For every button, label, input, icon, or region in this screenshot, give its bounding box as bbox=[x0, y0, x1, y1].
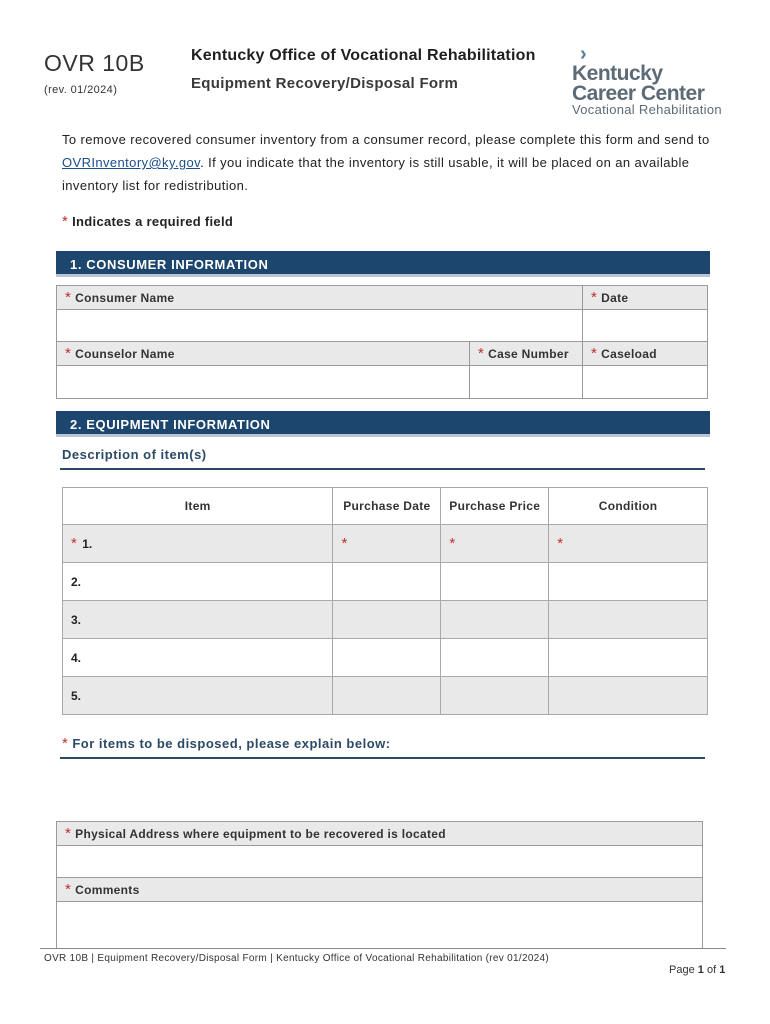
page-current: 1 bbox=[697, 964, 704, 976]
item-cell[interactable] bbox=[63, 563, 333, 601]
column-header-purchase-price: Purchase Price bbox=[441, 488, 549, 525]
required-asterisk: * bbox=[591, 289, 598, 306]
row-number: 2. bbox=[71, 574, 82, 589]
table-row bbox=[63, 563, 708, 601]
inventory-email-link[interactable]: OVRInventory@ky.gov bbox=[62, 155, 201, 170]
condition-cell[interactable] bbox=[549, 601, 708, 639]
item-cell[interactable] bbox=[63, 639, 333, 677]
comments-field[interactable] bbox=[57, 902, 702, 948]
physical-address-field[interactable] bbox=[57, 846, 702, 878]
comments-label bbox=[57, 878, 702, 902]
logo-line-3: Vocational Rehabilitation bbox=[572, 102, 722, 117]
condition-cell[interactable] bbox=[549, 677, 708, 715]
row-number: 1. bbox=[82, 537, 93, 551]
physical-address-label-text: Physical Address where equipment to be recovered is located bbox=[75, 827, 446, 841]
purchase-date-cell[interactable] bbox=[333, 639, 441, 677]
required-asterisk: * bbox=[557, 535, 564, 552]
condition-cell[interactable] bbox=[549, 639, 708, 677]
revision-date: (rev. 01/2024) bbox=[44, 84, 118, 96]
required-asterisk: * bbox=[65, 345, 72, 362]
purchase-date-cell[interactable] bbox=[333, 601, 441, 639]
case-number-label-text: Case Number bbox=[488, 347, 569, 361]
required-field-note bbox=[62, 213, 233, 230]
form-code: OVR 10B bbox=[44, 50, 145, 76]
date-label-text: Date bbox=[601, 291, 629, 305]
item-cell[interactable] bbox=[63, 525, 333, 563]
section-header-equipment-information: 2. EQUIPMENT INFORMATION bbox=[56, 411, 710, 437]
caseload-label bbox=[583, 342, 707, 366]
consumer-name-field[interactable] bbox=[57, 310, 582, 342]
physical-address-label bbox=[57, 822, 702, 846]
table-row bbox=[63, 677, 708, 715]
required-asterisk: * bbox=[478, 345, 485, 362]
form-title: Equipment Recovery/Disposal Form bbox=[191, 75, 459, 92]
page-total: 1 bbox=[719, 964, 726, 976]
kentucky-career-center-logo bbox=[570, 44, 740, 120]
row-number: 4. bbox=[71, 650, 82, 665]
disposal-explanation-heading bbox=[62, 735, 391, 752]
row-number: 3. bbox=[71, 612, 82, 627]
disposal-explanation-text: For items to be disposed, please explain below: bbox=[72, 736, 391, 751]
table-row bbox=[63, 639, 708, 677]
consumer-name-label-text: Consumer Name bbox=[75, 291, 175, 305]
caseload-label-text: Caseload bbox=[601, 347, 657, 361]
consumer-name-label bbox=[57, 286, 582, 310]
case-number-field[interactable] bbox=[470, 366, 582, 398]
required-asterisk: * bbox=[341, 535, 348, 552]
column-header-item: Item bbox=[63, 488, 333, 525]
section-header-consumer-information: 1. CONSUMER INFORMATION bbox=[56, 251, 710, 277]
item-cell[interactable] bbox=[63, 601, 333, 639]
purchase-price-cell[interactable] bbox=[441, 563, 549, 601]
description-of-items-heading: Description of item(s) bbox=[62, 447, 207, 462]
intro-text-before: To remove recovered consumer inventory from a consumer record, please complete this form and send to bbox=[62, 132, 710, 147]
required-asterisk: * bbox=[65, 289, 72, 306]
intro-text-after: . If you indicate that the inventory is still usable, it will be placed on an available inventory list for redistribution. bbox=[62, 155, 690, 193]
purchase-date-cell[interactable] bbox=[333, 563, 441, 601]
item-cell[interactable] bbox=[63, 677, 333, 715]
comments-label-text: Comments bbox=[75, 883, 140, 897]
column-header-condition: Condition bbox=[549, 488, 708, 525]
required-asterisk: * bbox=[591, 345, 598, 362]
row-number: 5. bbox=[71, 688, 82, 703]
purchase-price-cell[interactable] bbox=[441, 525, 549, 563]
purchase-date-cell[interactable] bbox=[333, 525, 441, 563]
required-asterisk: * bbox=[65, 881, 72, 898]
purchase-price-cell[interactable] bbox=[441, 639, 549, 677]
table-row bbox=[63, 525, 708, 563]
date-label bbox=[583, 286, 707, 310]
logo-line-1: Kentucky bbox=[572, 62, 663, 85]
page-number bbox=[669, 964, 725, 976]
counselor-name-label-text: Counselor Name bbox=[75, 347, 175, 361]
divider bbox=[60, 757, 705, 759]
address-comments-grid bbox=[56, 821, 703, 949]
case-number-label bbox=[470, 342, 582, 366]
caseload-field[interactable] bbox=[583, 366, 707, 398]
agency-name: Kentucky Office of Vocational Rehabilitation bbox=[191, 47, 536, 64]
required-note-text: Indicates a required field bbox=[72, 214, 234, 229]
condition-cell[interactable] bbox=[549, 563, 708, 601]
required-asterisk: * bbox=[71, 535, 77, 552]
date-field[interactable] bbox=[583, 310, 707, 342]
equipment-table bbox=[62, 487, 708, 715]
page-of: of bbox=[706, 964, 717, 976]
counselor-name-label bbox=[57, 342, 469, 366]
purchase-date-cell[interactable] bbox=[333, 677, 441, 715]
required-asterisk: * bbox=[65, 825, 72, 842]
purchase-price-cell[interactable] bbox=[441, 601, 549, 639]
required-asterisk: * bbox=[62, 735, 69, 752]
column-header-purchase-date: Purchase Date bbox=[333, 488, 441, 525]
counselor-name-field[interactable] bbox=[57, 366, 469, 398]
logo-chevron-icon: › bbox=[580, 43, 587, 65]
page-prefix: Page bbox=[669, 964, 695, 976]
purchase-price-cell[interactable] bbox=[441, 677, 549, 715]
condition-cell[interactable] bbox=[549, 525, 708, 563]
footer-divider bbox=[40, 948, 726, 949]
logo-line-2: Career Center bbox=[572, 82, 705, 105]
intro-paragraph bbox=[62, 128, 722, 197]
required-asterisk: * bbox=[449, 535, 456, 552]
required-asterisk: * bbox=[62, 213, 69, 230]
consumer-information-grid bbox=[56, 285, 708, 399]
divider bbox=[60, 468, 705, 470]
footer-text: OVR 10B | Equipment Recovery/Disposal Form | Kentucky Office of Vocational Rehabilitation (rev 01/2024) bbox=[44, 953, 550, 964]
table-row bbox=[63, 601, 708, 639]
